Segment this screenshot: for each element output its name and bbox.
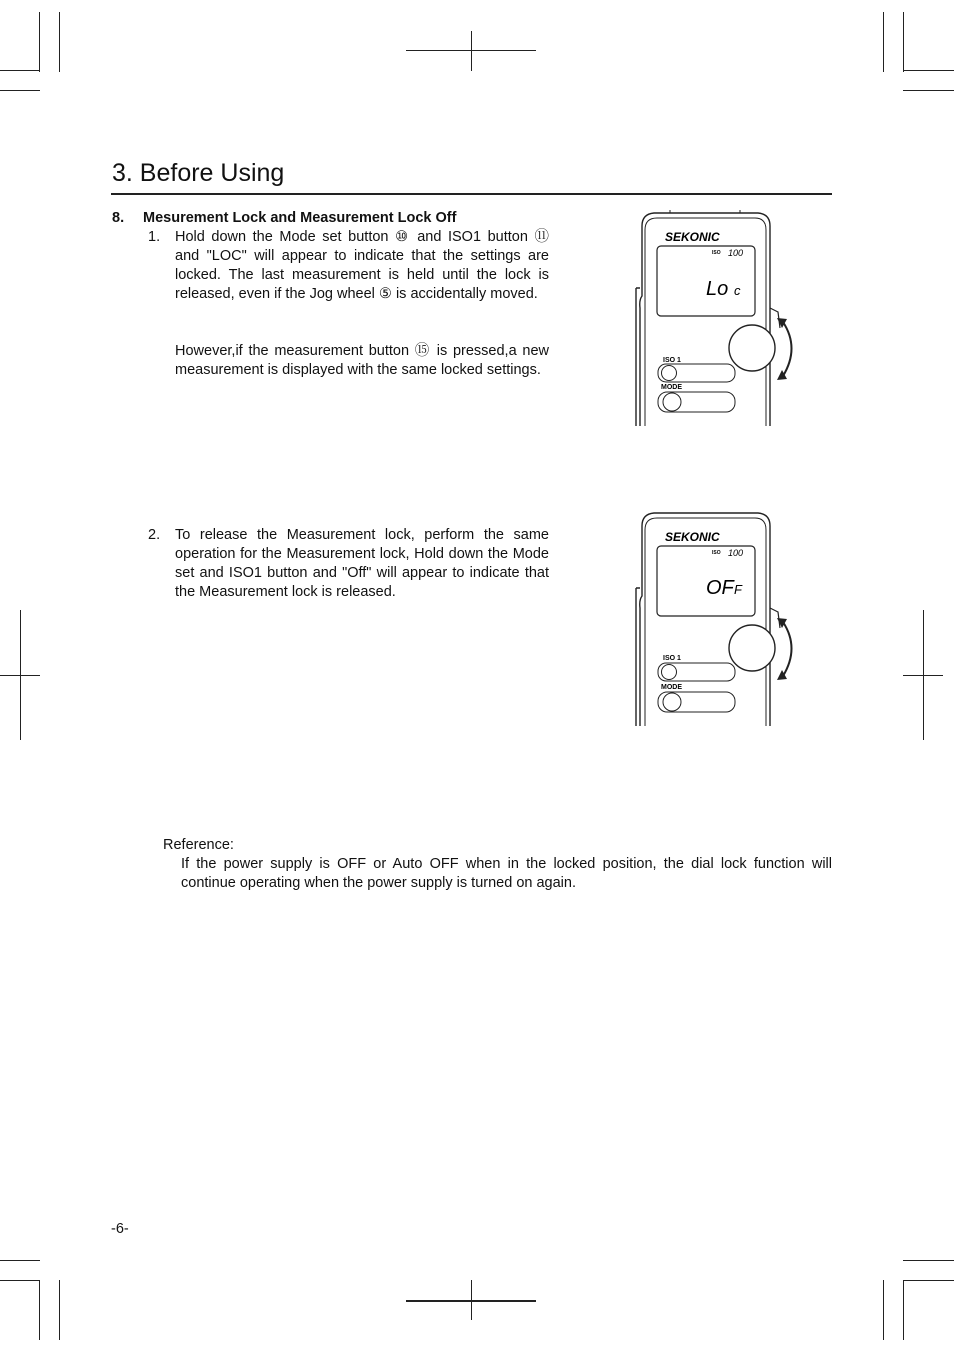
iso1-button bbox=[662, 366, 677, 381]
iso1-label: ISO 1 bbox=[663, 655, 681, 662]
iso-value: 100 bbox=[728, 548, 744, 558]
brand-logo: SEKONIC bbox=[665, 230, 720, 244]
section-number: 8. bbox=[112, 210, 125, 226]
iso-label: ISO bbox=[712, 250, 721, 256]
iso-label: ISO bbox=[712, 550, 721, 556]
iso-value: 100 bbox=[728, 248, 744, 258]
lcd-small-text: c bbox=[734, 283, 741, 298]
page-number: -6- bbox=[111, 1221, 129, 1237]
meter-illustration-off bbox=[630, 508, 810, 726]
reference-heading: Reference: bbox=[163, 837, 234, 853]
brand-logo: SEKONIC bbox=[665, 530, 720, 544]
item-text: Hold down the Mode set button ⑩ and ISO1 button ⑪ and "LOC" will appear to indicate that the settings are locked. The last measurement is held until the lock is released, even if the Jog wheel ⑤ is accidentally moved. bbox=[175, 229, 549, 302]
mode-button bbox=[663, 393, 681, 411]
item-number: 2. bbox=[148, 527, 161, 543]
page-title: 3. Before Using bbox=[112, 159, 285, 187]
item-text: To release the Measurement lock, perform the same operation for the Measurement lock, Hold down the Mode set and ISO1 button and "Off" will appear to indicate that the Measurement lock is released. bbox=[175, 527, 549, 600]
section-heading bbox=[112, 209, 456, 228]
lcd-small-text: F bbox=[734, 582, 742, 597]
lcd-main-text: Lo bbox=[706, 278, 729, 300]
lcd-main-text: OF bbox=[706, 577, 734, 599]
jog-wheel bbox=[729, 325, 775, 371]
iso1-button bbox=[662, 665, 677, 680]
mode-label: MODE bbox=[661, 384, 682, 391]
meter-illustration-loc bbox=[630, 208, 810, 426]
reference-text: If the power supply is OFF or Auto OFF when in the locked position, the dial lock function will continue operating when the power supply is turned on again. bbox=[181, 856, 832, 891]
jog-wheel bbox=[729, 625, 775, 671]
iso1-label: ISO 1 bbox=[663, 357, 681, 364]
item-note-text: However,if the measurement button ⑮ is pressed,a new measurement is displayed with the same locked settings. bbox=[175, 343, 549, 378]
item-note bbox=[175, 342, 549, 380]
title-rule bbox=[111, 193, 832, 195]
list-item bbox=[148, 526, 550, 606]
section-title: Mesurement Lock and Measurement Lock Off bbox=[143, 210, 457, 226]
mode-button bbox=[663, 693, 681, 711]
mode-label: MODE bbox=[661, 684, 682, 691]
item-number: 1. bbox=[148, 229, 161, 245]
list-item bbox=[148, 228, 550, 328]
